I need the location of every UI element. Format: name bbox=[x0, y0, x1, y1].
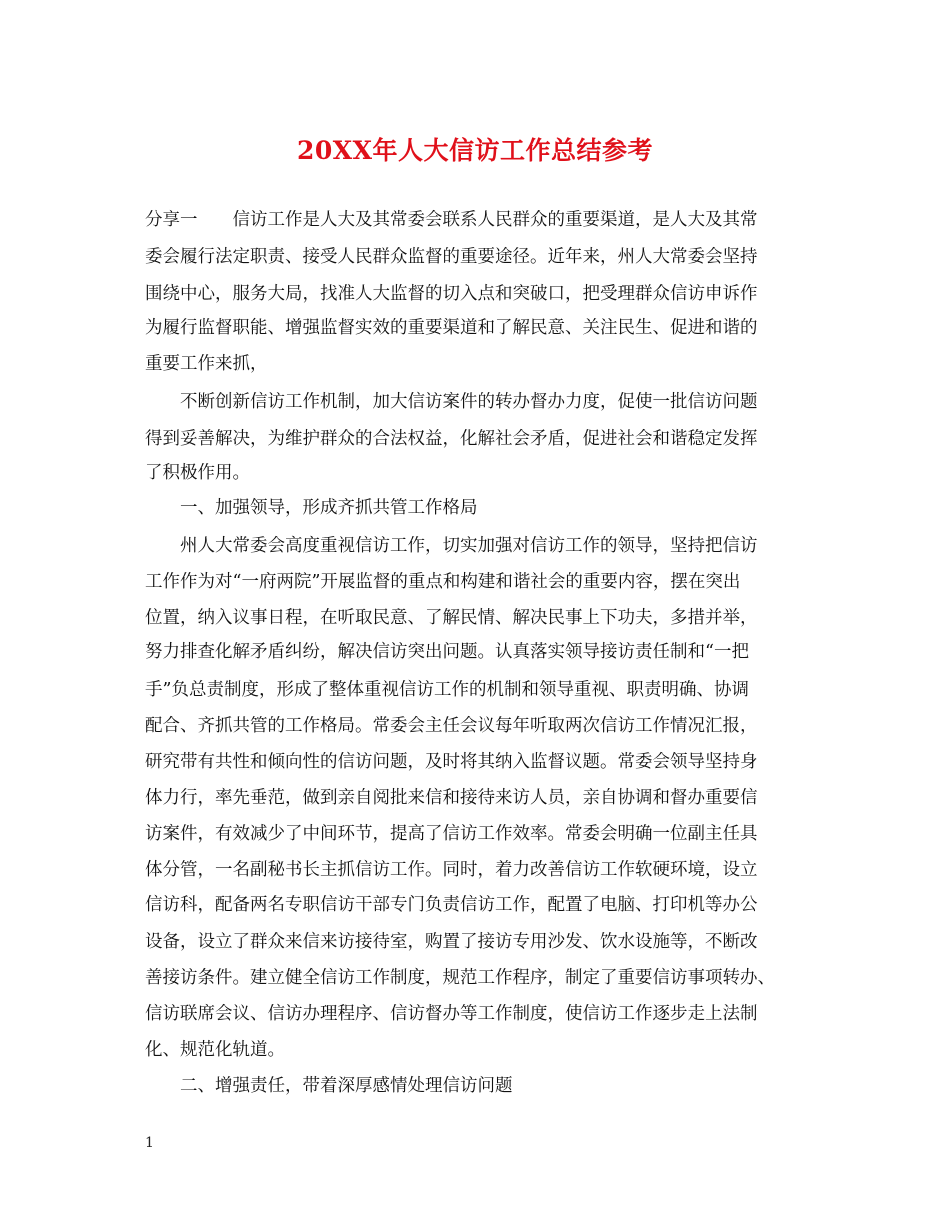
page-number: 1 bbox=[145, 1135, 154, 1151]
section-heading: 二、增强责任，带着深厚感情处理信访问题 bbox=[145, 1076, 513, 1096]
text-line: 围绕中心，服务大局，找准人大监督的切入点和突破口，把受理群众信访申诉作 bbox=[145, 284, 758, 304]
text-line: 体分管，一名副秘书长主抓信访工作。同时，着力改善信访工作软硬环境，设立 bbox=[145, 860, 758, 880]
text-line: 信访联席会议、信访办理程序、信访督办等工作制度，使信访工作逐步走上法制 bbox=[145, 1004, 758, 1024]
text-line: 信访科，配备两名专职信访干部专门负责信访工作，配置了电脑、打印机等办公 bbox=[145, 895, 758, 915]
text-line: 工作作为对“一府两院”开展监督的重点和构建和谐社会的重要内容，摆在突出 bbox=[145, 572, 741, 592]
page-title: 20XX年人大信访工作总结参考 bbox=[296, 136, 654, 165]
text-line: 手”负总责制度，形成了整体重视信访工作的机制和领导重视、职责明确、协调 bbox=[145, 680, 749, 700]
text-line: 了积极作用。 bbox=[145, 463, 250, 483]
text-line: 设备，设立了群众来信来访接待室，购置了接访专用沙发、饮水设施等，不断改 bbox=[145, 932, 758, 952]
text-line: 化、规范化轨道。 bbox=[145, 1040, 285, 1060]
section-heading: 一、加强领导，形成齐抓共管工作格局 bbox=[145, 498, 478, 518]
text-line: 为履行监督职能、增强监督实效的重要渠道和了解民意、关注民生、促进和谐的 bbox=[145, 318, 758, 338]
text-line: 体力行，率先垂范，做到亲自阅批来信和接待来访人员，亲自协调和督办重要信 bbox=[145, 788, 758, 808]
text-line: 得到妥善解决，为维护群众的合法权益，化解社会矛盾，促进社会和谐稳定发挥 bbox=[145, 429, 758, 449]
text-line: 配合、齐抓共管的工作格局。常委会主任会议每年听取两次信访工作情况汇报， bbox=[145, 716, 758, 736]
text-line: 委会履行法定职责、接受人民群众监督的重要途径。近年来，州人大常委会坚持 bbox=[145, 247, 758, 267]
text-line: 位置，纳入议事日程，在听取民意、了解民情、解决民事上下功夫，多措并举， bbox=[145, 608, 758, 628]
text-line: 分享一 信访工作是人大及其常委会联系人民群众的重要渠道，是人大及其常 bbox=[145, 210, 758, 230]
text-line: 努力排查化解矛盾纠纷，解决信访突出问题。认真落实领导接访责任制和“一把 bbox=[145, 642, 749, 662]
text-line: 州人大常委会高度重视信访工作，切实加强对信访工作的领导，坚持把信访 bbox=[145, 536, 758, 556]
text-line: 重要工作来抓， bbox=[145, 354, 268, 374]
text-line: 善接访条件。建立健全信访工作制度，规范工作程序，制定了重要信访事项转办、 bbox=[145, 968, 775, 988]
text-line: 访案件，有效减少了中间环节，提高了信访工作效率。常委会明确一位副主任具 bbox=[145, 824, 758, 844]
text-line: 研究带有共性和倾向性的信访问题，及时将其纳入监督议题。常委会领导坚持身 bbox=[145, 752, 758, 772]
text-line: 不断创新信访工作机制，加大信访案件的转办督办力度，促使一批信访问题 bbox=[145, 392, 758, 412]
